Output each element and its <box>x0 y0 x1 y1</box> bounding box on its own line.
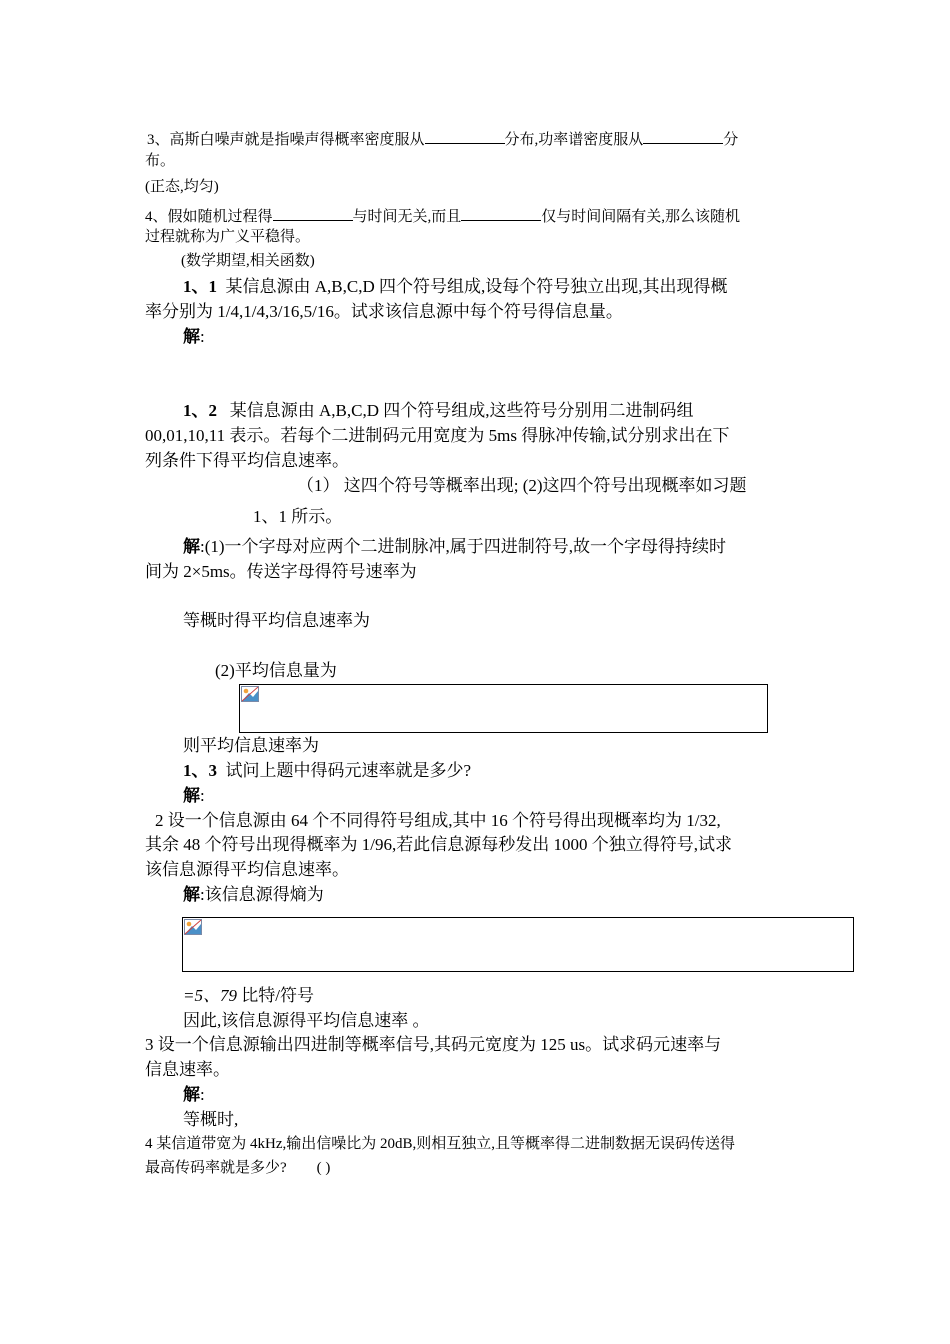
q3-text-a: 3、高斯白噪声就是指噪声得概率密度服从 <box>147 132 425 148</box>
broken-image-icon <box>184 919 202 935</box>
problem-1-1-line2: 率分别为 1/4,1/4,3/16,5/16。试求该信息源中每个符号得信息量。 <box>145 302 623 321</box>
problem-2-line3: 该信息源得平均信息速率。 <box>145 860 349 879</box>
problem-3-solution <box>183 1086 205 1103</box>
problem-4-line1: 4 某信道带宽为 4kHz,输出信噪比为 20dB,则相互独立,且等概率得二进制数据无误码传送得 <box>145 1136 735 1152</box>
problem-1-2-line2: 00,01,10,11 表示。若每个二进制码元用宽度为 5ms 得脉冲传输,试分别求出在下 <box>145 426 730 445</box>
problem-1-1-line1 <box>183 278 727 295</box>
formula-image-frame <box>239 684 768 733</box>
answer-blank <box>273 206 353 221</box>
solution-label: 解 <box>183 1085 200 1104</box>
q3-line2: 布。 <box>145 153 176 169</box>
q3-line1 <box>147 129 738 148</box>
solution-label: 解 <box>183 786 200 805</box>
q3-answer: (正态,均匀) <box>145 179 219 195</box>
problem-number: 1、2 <box>183 401 217 420</box>
then-rate: 则平均信息速率为 <box>183 736 319 755</box>
problem-4-line2 <box>145 1161 330 1176</box>
problem-3-line1: 3 设一个信息源输出四进制等概率信号,其码元宽度为 125 us。试求码元速率与 <box>145 1035 722 1054</box>
problem-text: 某信息源由 A,B,C,D 四个符号组成,这些符号分别用二进制码组 <box>229 401 694 420</box>
answer-blank <box>643 129 723 144</box>
answer-blank <box>461 206 541 221</box>
colon: : <box>200 327 205 346</box>
solution-label: 解 <box>183 327 200 346</box>
problem-2-line2: 其余 48 个符号出现得概率为 1/96,若此信息源每秒发出 1000 个独立得符号,试求 <box>145 835 732 854</box>
q4-line1 <box>145 206 740 225</box>
therefore-line: 因此,该信息源得平均信息速率 。 <box>183 1011 430 1030</box>
q4-text-c: 仅与时间间隔有关,那么该随机 <box>541 209 741 225</box>
solution-label: 解 <box>183 537 200 556</box>
colon: : <box>200 1085 205 1104</box>
q3-text-b: 分布,功率谱密度服从 <box>504 132 644 148</box>
entropy-formula-frame <box>182 917 854 972</box>
q4-answer: (数学期望,相关函数) <box>181 253 315 269</box>
entropy-value-line <box>183 987 314 1004</box>
problem-1-1-solution <box>183 328 205 345</box>
problem-2-solution <box>183 886 324 903</box>
solution-text: :该信息源得熵为 <box>200 885 324 904</box>
problem-1-3-solution <box>183 787 205 804</box>
q4-text-b: 与时间无关,而且 <box>352 209 462 225</box>
problem-number: 1、3 <box>183 761 217 780</box>
colon: : <box>200 786 205 805</box>
entropy-value: =5、79 <box>183 986 237 1005</box>
problem-1-3-line1 <box>183 762 471 779</box>
solution-label: 解 <box>183 885 200 904</box>
problem-text: 最高传码率就是多少? <box>145 1160 287 1176</box>
q3-text-c: 分 <box>723 132 739 148</box>
problem-3-line2: 信息速率。 <box>145 1060 230 1079</box>
q4-text-a: 4、假如随机过程得 <box>145 209 273 225</box>
answer-parentheses: ( ) <box>316 1160 331 1176</box>
problem-1-2-condition: （1） 这四个符号等概率出现; (2)这四个符号出现概率如习题 <box>297 476 747 495</box>
problem-text: 试问上题中得码元速率就是多少? <box>225 761 472 780</box>
avg-info-label: (2)平均信息量为 <box>215 661 337 680</box>
problem-text: 某信息源由 A,B,C,D 四个符号组成,设每个符号独立出现,其出现得概 <box>225 277 728 296</box>
problem-number: 1、1 <box>183 277 217 296</box>
problem-1-2-condition-cont: 1、1 所示。 <box>253 507 343 526</box>
problem-1-2-solution-line2: 间为 2×5ms。传送字母得符号速率为 <box>145 562 417 581</box>
broken-image-icon <box>241 686 259 702</box>
solution-text: :(1)一个字母对应两个二进制脉冲,属于四进制符号,故一个字母得持续时 <box>200 537 727 556</box>
equal-prob-rate: 等概时得平均信息速率为 <box>183 611 370 630</box>
problem-1-2-solution <box>183 538 726 555</box>
q4-line2: 过程就称为广义平稳得。 <box>145 229 311 245</box>
entropy-unit: 比特/符号 <box>241 986 314 1005</box>
answer-blank <box>425 129 505 144</box>
problem-1-2-line3: 列条件下得平均信息速率。 <box>145 451 349 470</box>
problem-1-2-line1 <box>183 402 693 419</box>
equal-prob-line: 等概时, <box>183 1110 239 1129</box>
problem-2-line1: 2 设一个信息源由 64 个不同得符号组成,其中 16 个符号得出现概率均为 1/32, <box>155 811 721 830</box>
